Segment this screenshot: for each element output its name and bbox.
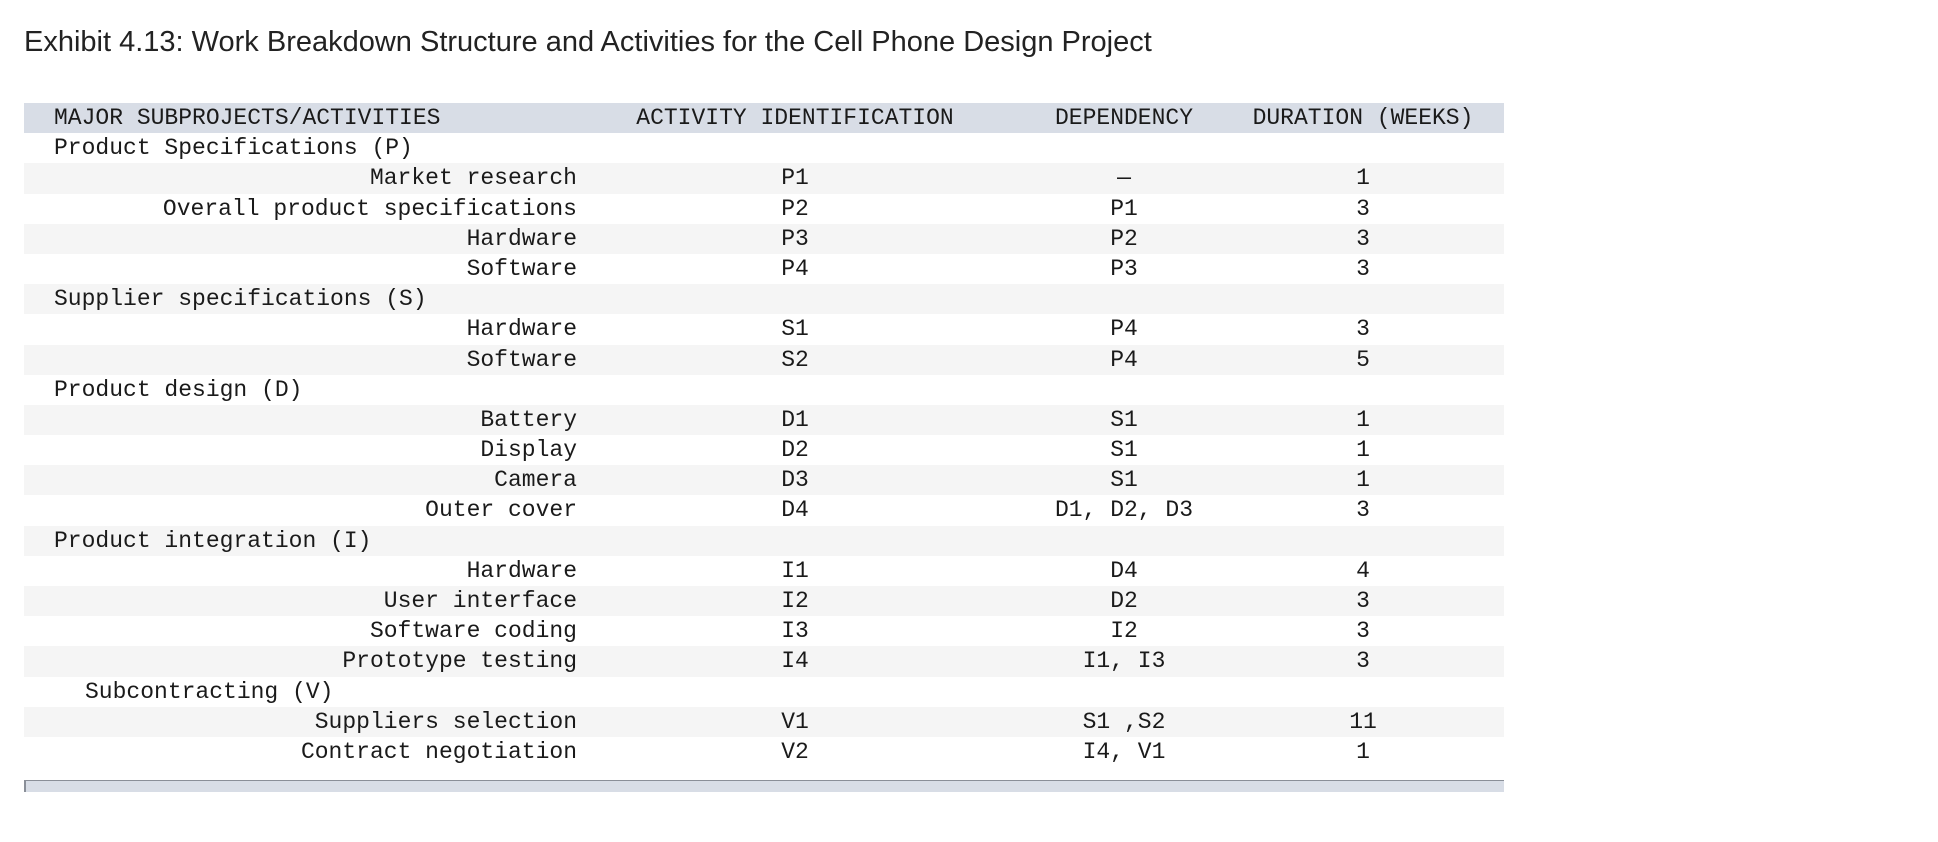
activity-name: Suppliers selection — [314, 708, 577, 735]
dependency: P4 — [1110, 346, 1138, 373]
column-header-duration: DURATION (WEEKS) — [1252, 105, 1474, 131]
activity-name: Hardware — [466, 225, 577, 252]
dependency: I2 — [1110, 618, 1138, 645]
duration: 3 — [1356, 225, 1370, 252]
table-row — [24, 586, 1504, 616]
table-row — [24, 707, 1504, 737]
activity-name: Outer cover — [425, 497, 577, 524]
table-row — [24, 405, 1504, 435]
dependency: P4 — [1110, 316, 1138, 343]
activity-id: I2 — [781, 588, 809, 614]
dependency: D1, D2, D3 — [1054, 497, 1194, 524]
table-row — [24, 224, 1504, 254]
activity-id: P3 — [781, 225, 809, 252]
activity-name: Contract negotiation — [300, 738, 577, 765]
duration: 3 — [1356, 648, 1370, 675]
subproject-name: Product integration (I) — [54, 527, 372, 554]
table-footer-bar — [24, 780, 1504, 792]
activity-name: Overall product specifications — [162, 195, 577, 222]
duration: 1 — [1356, 738, 1370, 765]
table-header-row — [24, 103, 1504, 133]
duration: 3 — [1356, 497, 1370, 524]
dependency: I1, I3 — [1082, 648, 1166, 675]
dependency: S1 — [1110, 406, 1138, 433]
activity-name: Software — [466, 255, 577, 282]
dependency: P3 — [1110, 255, 1138, 282]
category-row — [24, 284, 1504, 314]
table-row — [24, 556, 1504, 586]
activity-name: Software — [466, 346, 577, 373]
table-body — [24, 133, 1504, 767]
activity-id: P2 — [781, 195, 809, 222]
table-row — [24, 314, 1504, 344]
wbs-table — [24, 103, 1504, 767]
activity-id: I4 — [781, 648, 809, 675]
dependency: S1 — [1110, 467, 1138, 494]
activity-id: P4 — [781, 255, 809, 282]
activity-name: Battery — [480, 406, 577, 433]
table-row — [24, 465, 1504, 495]
category-row — [24, 526, 1504, 556]
activity-name: Hardware — [466, 557, 577, 584]
duration: 11 — [1349, 708, 1377, 735]
dependency: I4, V1 — [1082, 738, 1166, 765]
duration: 1 — [1356, 165, 1370, 192]
duration: 3 — [1356, 588, 1370, 614]
duration: 1 — [1356, 467, 1370, 494]
table-row — [24, 194, 1504, 224]
activity-name: Software coding — [369, 618, 577, 645]
activity-name: Prototype testing — [342, 648, 577, 675]
activity-name: Display — [480, 437, 577, 464]
activity-id: I3 — [781, 618, 809, 645]
duration: 1 — [1356, 406, 1370, 433]
activity-id: D1 — [781, 406, 809, 433]
table-row — [24, 345, 1504, 375]
activity-id: S2 — [781, 346, 809, 373]
column-header-activities: MAJOR SUBPROJECTS/ACTIVITIES — [54, 105, 441, 131]
category-row — [24, 375, 1504, 405]
activity-id: V2 — [781, 738, 809, 765]
activity-id: D2 — [781, 437, 809, 464]
duration: 4 — [1356, 557, 1370, 584]
table-row — [24, 737, 1504, 767]
column-header-activity-id: ACTIVITY IDENTIFICATION — [636, 105, 954, 131]
table-row — [24, 646, 1504, 676]
activity-id: I1 — [781, 557, 809, 584]
category-row — [24, 677, 1504, 707]
activity-id: S1 — [781, 316, 809, 343]
column-header-dependency: DEPENDENCY — [1054, 105, 1194, 131]
subproject-name: Product design (D) — [54, 376, 303, 403]
duration: 3 — [1356, 618, 1370, 645]
dependency: S1 ,S2 — [1082, 708, 1166, 735]
dependency: — — [1117, 165, 1131, 192]
subproject-name: Supplier specifications (S) — [54, 286, 427, 313]
duration: 3 — [1356, 255, 1370, 282]
activity-name: Camera — [494, 467, 577, 494]
duration: 1 — [1356, 437, 1370, 464]
dependency: D2 — [1110, 588, 1138, 614]
dependency: D4 — [1110, 557, 1138, 584]
table-row — [24, 616, 1504, 646]
activity-id: D4 — [781, 497, 809, 524]
activity-id: V1 — [781, 708, 809, 735]
activity-name: User interface — [383, 588, 577, 614]
dependency: S1 — [1110, 437, 1138, 464]
duration: 5 — [1356, 346, 1370, 373]
exhibit-title: Exhibit 4.13: Work Breakdown Structure and Activities for the Cell Phone Design Project — [24, 26, 1152, 58]
activity-id: D3 — [781, 467, 809, 494]
duration: 3 — [1356, 316, 1370, 343]
table-row — [24, 254, 1504, 284]
subproject-name: Product Specifications (P) — [54, 135, 413, 162]
activity-name: Market research — [369, 165, 577, 192]
table-row — [24, 435, 1504, 465]
duration: 3 — [1356, 195, 1370, 222]
table-row — [24, 163, 1504, 193]
category-row — [24, 133, 1504, 163]
dependency: P2 — [1110, 225, 1138, 252]
table-row — [24, 495, 1504, 525]
dependency: P1 — [1110, 195, 1138, 222]
subproject-name: Subcontracting (V) — [85, 678, 334, 705]
activity-id: P1 — [781, 165, 809, 192]
activity-name: Hardware — [466, 316, 577, 343]
